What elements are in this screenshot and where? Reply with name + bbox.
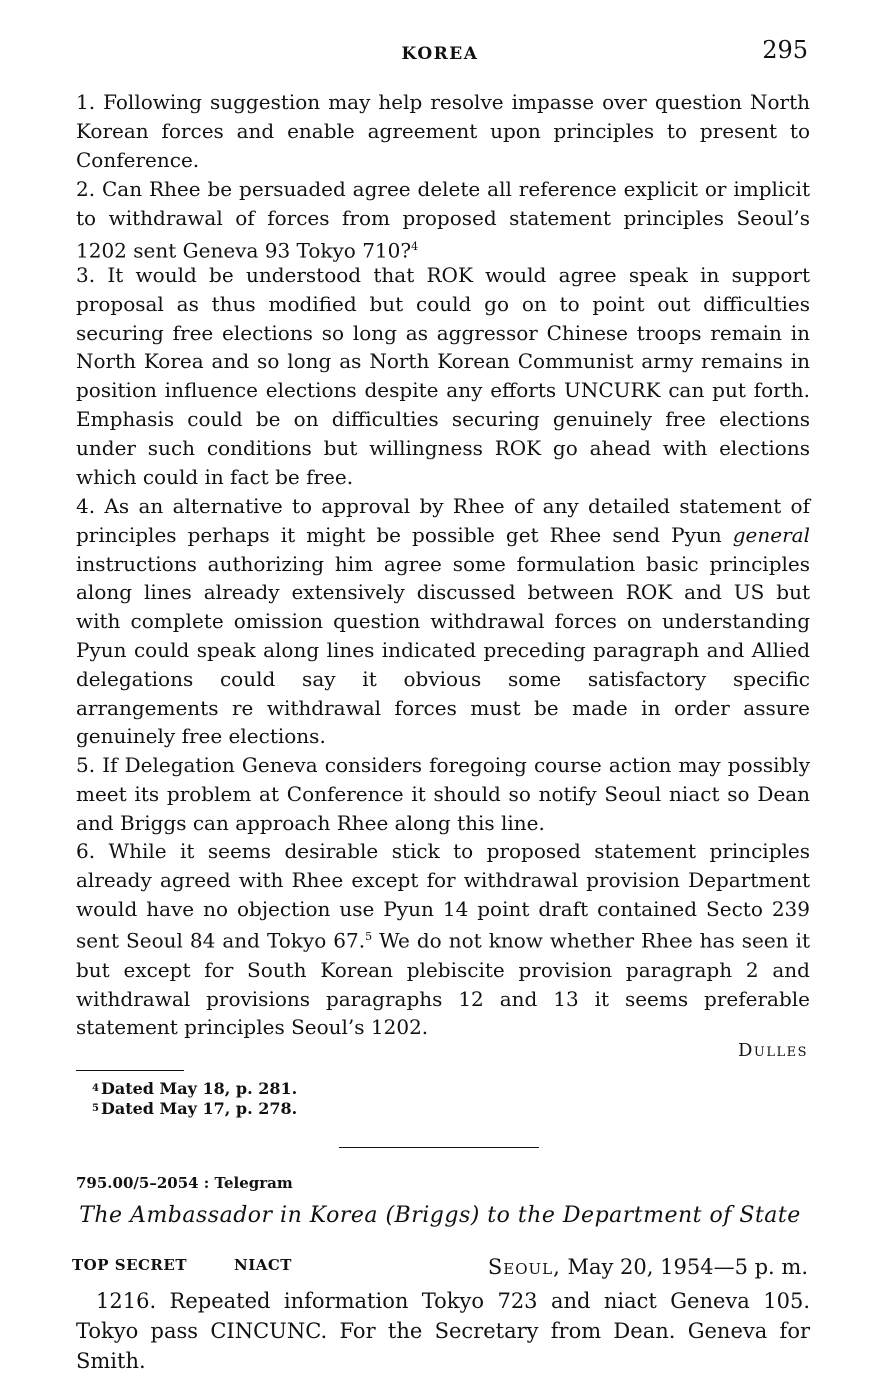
paragraph-4-text: 4. As an alternative to approval by Rhee of any detailed statement of principles perhaps it might be possible get Rhee send Pyun <box>76 494 810 547</box>
dateline-date: May 20, 1954—5 p. m. <box>567 1255 808 1279</box>
running-header: KOREA <box>401 44 479 64</box>
paragraph-5: 5. If Delegation Geneva considers foregoing course action may possibly meet its problem at Conference it should so notify Seoul niact so Dean and Briggs can approach Rhee along this line. <box>76 753 810 835</box>
paragraph-4-text-cont: instructions authorizing him agree some formulation basic principles along lines already extensively discussed between ROK and US but with complete omission question withdrawal forces on understanding Pyun could speak along lines indicated preceding paragraph and Allied delegations could say it obvious some satisfactory specific arrangements re withdrawal forces must be made in order assure genuinely free elections. <box>76 551 810 749</box>
signature: Dulles <box>737 1040 808 1061</box>
footnote-ref: 4 <box>411 239 419 253</box>
file-reference: 795.00/5–2054 : Telegram <box>76 1174 293 1192</box>
footnote-mark: 4 <box>92 1083 99 1094</box>
footnote-rule <box>76 1070 184 1071</box>
footnote-text: Dated May 18, p. 281. <box>100 1079 298 1098</box>
paragraph-4 <box>76 492 810 751</box>
paragraph-6 <box>76 837 810 1042</box>
footnote-5 <box>92 1100 297 1118</box>
page-number: 295 <box>762 36 808 64</box>
paragraph-2 <box>76 175 810 265</box>
emphasis: general <box>732 522 810 547</box>
paragraph-2-text: 2. Can Rhee be persuaded agree delete all reference explicit or implicit to withdrawal of forces from proposed statement principles Seoul’s 1202 sent Geneva 93 Tokyo 710? <box>76 177 810 263</box>
paragraph-1: 1. Following suggestion may help resolve impasse over question North Korean forces and enable agreement upon principles to present to Conference. <box>76 90 810 172</box>
paragraph-3: 3. It would be understood that ROK would agree speak in support proposal as thus modified but could go on to point out difficulties securing free elections so long as aggressor Chinese troops remain in North Korea and so long as North Korean Communist army remains in position influence elections despite any efforts UNCURK can put forth. Emphasis could be on difficulties securing genuinely free elections under such conditions but willingness ROK go ahead with elections which could in fact be free. <box>76 263 810 489</box>
paragraph-6-text: 6. While it seems desirable stick to proposed statement principles already agreed with Rhee except for withdrawal provision Department would have no objection use Pyun 14 point draft contained Secto 239 sent Seoul 84 and Tokyo 67. <box>76 839 810 954</box>
classification-label: TOP SECRET <box>72 1256 187 1274</box>
section-separator <box>339 1147 539 1148</box>
precedence-label: NIACT <box>234 1256 292 1274</box>
document-title: The Ambassador in Korea (Briggs) to the Department of State <box>79 1203 801 1228</box>
footnote-mark: 5 <box>92 1103 99 1114</box>
footnote-4 <box>92 1080 297 1098</box>
footnote-ref: 5 <box>365 930 373 944</box>
paragraph-6-text-cont: We do not know whether Rhee has seen it but except for South Korean plebiscite provision paragraph 2 and withdrawal provisions paragraphs 12 and 13 it seems preferable statement principles Seoul’s 1202. <box>76 929 811 1040</box>
dateline-place: Seoul, <box>487 1255 561 1279</box>
dateline <box>488 1255 808 1279</box>
telegram-body: 1216. Repeated information Tokyo 723 and niact Geneva 105. Tokyo pass CINCUNC. For the Secretary from Dean. Geneva for Smith. <box>76 1289 810 1373</box>
footnote-text: Dated May 17, p. 278. <box>100 1099 298 1118</box>
